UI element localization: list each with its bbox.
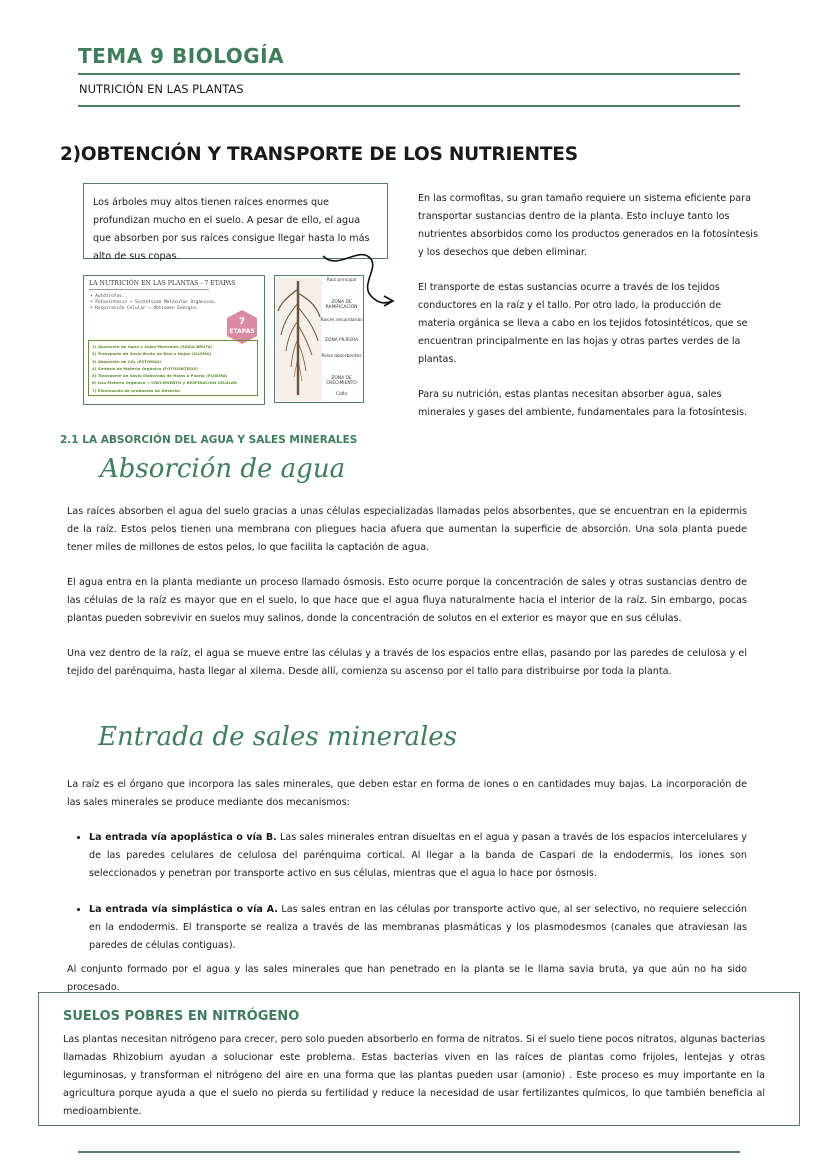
- paragraph: Al conjunto formado por el agua y las sales minerales que han penetrado en la planta se le llama savia bruta, ya que aún no ha sido procesado.: [67, 964, 747, 993]
- paragraph: Una vez dentro de la raíz, el agua se mueve entre las células y a través de los espacios entre ellas, pasando por las paredes de celulosa y el tejido del parénquima, hasta llegar al xilema. Desde allí, comienza su ascenso por el tallo para distribuirse por toda la planta.: [67, 648, 747, 677]
- list-item-text: Las sales entran en las células por transporte activo que, al ser selectivo, no requiere selección en la endodermis. El transporte se realiza a través de las membranas plasmáticas y los plasmodesmos (canales que atraviesan las paredes de células contiguas).: [89, 904, 748, 951]
- figure-bullet: • Fotosíntesis → Sintetizan Moléculas Orgánicas.: [90, 300, 217, 305]
- subsection-heading: 2.1 LA ABSORCIÓN DEL AGUA Y SALES MINERALES: [60, 434, 358, 446]
- paragraph: Las raíces absorben el agua del suelo gracias a unas células especializadas llamadas pelos absorbentes, que se encuentran en la epidermis de la raíz. Estos pelos tienen una membrana con pliegues hacia afuera que aumentan la superficie de absorción. Una sola planta puede tener miles de millones de estos pelos, lo que facilita la captación de agua.: [67, 506, 747, 553]
- root-label: Raíces secundarias: [320, 318, 363, 323]
- right-paragraph: En las cormofitas, su gran tamaño requiere un sistema eficiente para transportar sustancias dentro de la planta. Esto incluye tanto los nutrientes absorbidos como los productos generados en la fotosíntesis y los desechos que deben eliminar.: [418, 193, 758, 258]
- list-item: [89, 901, 747, 955]
- nitrogen-box: [38, 992, 800, 1126]
- list-item-title: La entrada vía simplástica o vía A.: [89, 904, 278, 915]
- page-subtitle: NUTRICIÓN EN LAS PLANTAS: [79, 82, 244, 96]
- right-paragraph: El transporte de estas sustancias ocurre a través de los tejidos conductores en la raíz y el tallo. Por otro lado, la producción de materia orgánica se lleva a cabo en los tejidos fotosintéticos, que se encuentran principalmente en las hojas y otras partes verdes de la plantas.: [418, 282, 748, 365]
- root-label: Cofia: [335, 392, 348, 397]
- header-divider-bottom: [78, 105, 740, 107]
- step-item: 5) Transporte de Savia Elaborada de Hojas a Planta (FLOEMA): [92, 373, 228, 379]
- figure-title: LA NUTRICIÓN EN LAS PLANTAS - 7 ETAPAS: [89, 280, 236, 287]
- footer-divider: [78, 1151, 740, 1153]
- paragraph: La raíz es el órgano que incorpora las sales minerales, que deben estar en forma de iones o en cantidades muy bajas. La incorporación de las sales minerales se produce mediante dos mecanismos:: [67, 779, 747, 808]
- section-heading: 2)OBTENCIÓN Y TRANSPORTE DE LOS NUTRIENTES: [60, 144, 578, 165]
- body-column-1: [67, 503, 747, 681]
- step-item: 7) Eliminación de productos de Desecho: [92, 387, 180, 393]
- right-paragraph: Para su nutrición, estas plantas necesitan absorber agua, sales minerales y gases del ambiente, fundamentales para la fotosíntesis.: [418, 389, 748, 418]
- handwritten-heading-water: Absorción de agua: [100, 454, 346, 484]
- step-item: 4) Síntesis de Materia Orgánica (FOTOSÍNTESIS): [92, 365, 198, 371]
- nitrogen-title: SUELOS POBRES EN NITRÓGENO: [63, 1009, 300, 1024]
- badge-label: ETAPAS: [229, 328, 255, 335]
- step-item: 2) Transporte de Savia Bruta de Raíz a Hojas (XILEMA): [92, 351, 212, 357]
- badge-number: 7: [238, 317, 246, 327]
- root-label: ZONA PILÍFERA: [324, 338, 358, 343]
- callout-text: Los árboles muy altos tienen raíces enormes que profundizan mucho en el suelo. A pesar de ello, el agua que absorben por sus raíces consigue llegar hasta lo más alto de sus copas.: [93, 197, 370, 262]
- nitrogen-text: Las plantas necesitan nitrógeno para crecer, pero solo pueden absorberlo en forma de nitratos. Si el suelo tiene pocos nitratos, algunas bacterias llamadas Rhizobium ayudan a solucionar este problema. Estas bacterias viven en las raíces de plantas como frijoles, lentejas y otras leguminosas, y transforman el nitrógeno del aire en una forma que las plantas pueden usar (amonio) . Este proceso es muy importante en la agricultura porque ayuda a que el suelo no pierda su fertilidad y reduce la necesidad de usar fertilizantes químicos, lo que también beneficia al medioambiente.: [63, 1034, 765, 1117]
- page-title: TEMA 9 BIOLOGÍA: [78, 44, 285, 68]
- figure-bullet: • Respiración Celular → Obtienen Energía.: [90, 306, 199, 311]
- root-diagram-figure: [274, 275, 364, 403]
- list-item-title: La entrada vía apoplástica o vía B.: [89, 832, 277, 843]
- step-item: 3) Absorción de CO₂ (ESTOMAS): [92, 358, 162, 364]
- paragraph: El agua entra en la planta mediante un proceso llamado ósmosis. Esto ocurre porque la concentración de sales y otras sustancias dentro de las células de la raíz es mayor que en el suelo, lo que hace que el agua fluya naturalmente hacia el interior de la raíz. Sin embargo, pocas plantas pueden sobrevivir en suelos muy salinos, donde la concentración de solutos en el exterior es mayor que en sus células.: [67, 577, 747, 624]
- root-label: Pelos absorbentes: [321, 354, 362, 359]
- nutrition-stages-figure: [83, 275, 265, 405]
- body-column-2: [67, 776, 747, 997]
- figure-bullets: [90, 294, 217, 312]
- root-label: Raíz principal: [326, 278, 357, 283]
- right-column: [418, 190, 758, 422]
- steps-list: [88, 340, 258, 396]
- root-label: ZONA DE RAMIFICACIÓN: [325, 300, 358, 310]
- header-divider-top: [78, 73, 740, 75]
- mechanism-list: [67, 829, 747, 955]
- step-item: 6) Uso Materia Orgánica → CRECIMIENTO y RESPIRACIÓN CELULAR: [92, 380, 237, 386]
- figure-bullet: • Autótrofos.: [90, 294, 125, 299]
- root-label: ZONA DE CRECIMIENTO: [326, 376, 357, 386]
- step-item: 1) Absorción de Agua y Sales Minerales (SAVIA BRUTA): [92, 344, 213, 349]
- list-item: [89, 829, 747, 883]
- handwritten-heading-salts: Entrada de sales minerales: [98, 722, 458, 752]
- root-illustration-icon: [276, 277, 322, 401]
- list-item-text: Las sales minerales entran disueltas en el agua y pasan a través de los espacios intercelulares y de las paredes celulares de celulosa del parénquima cortical. Al llegar a la banda de Caspari de la endodermis, los iones son seleccionados y penetran por transporte activo en sus células, mientras que el agua lo hace por ósmosis.: [89, 832, 747, 879]
